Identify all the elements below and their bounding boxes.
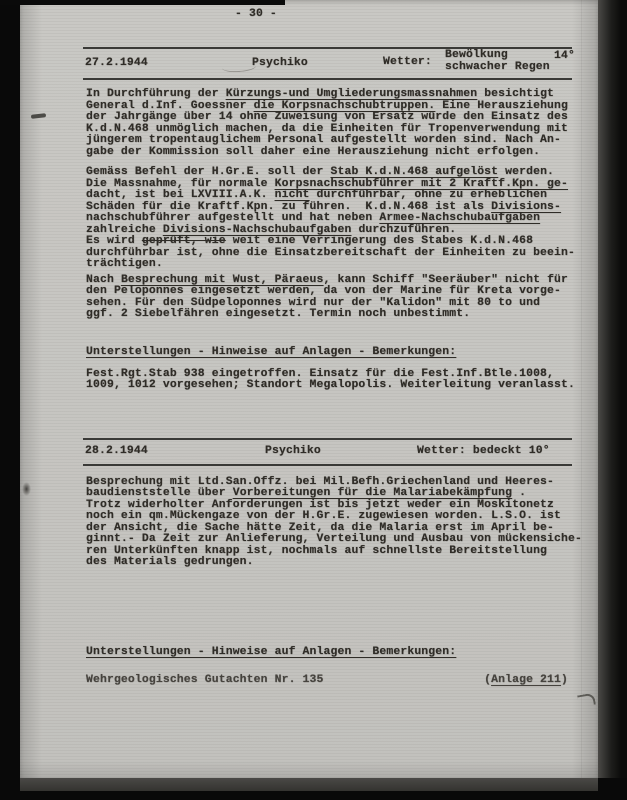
text-segment: Gemäss Befehl der H.Gr.E. soll der — [86, 166, 331, 178]
text-segment: In Durchführung der — [86, 88, 226, 100]
diary-entry — [85, 438, 582, 687]
entry-location: Psychiko — [252, 57, 308, 69]
entry-date: 28.2.1944 — [85, 444, 148, 457]
text-segment: ginnt.- Da Zeit zur Anlieferung, Verteilung und Ausbau von mückensiche- — [86, 533, 582, 545]
text-segment: jüngerem tropentauglichem Personal aufgestellt worden sind. Nach An- — [86, 134, 562, 146]
scan-edge-right — [598, 0, 627, 778]
text-segment: Die Massnahme, für normale — [86, 177, 275, 190]
entry-location: Psychiko — [265, 444, 321, 457]
text-line — [86, 647, 572, 661]
text-segment: Korpsnachschubführer mit 2 Kraftf.Kpn. ge- — [274, 177, 568, 190]
text-segment: Divisions- — [491, 200, 562, 213]
text-segment: durchzuführen. — [351, 223, 457, 236]
text-line — [86, 309, 572, 321]
text-segment: Wehrgeologisches Gutachten Nr. 135 — [86, 673, 324, 686]
temperature-value: 14° — [554, 50, 575, 62]
text-segment: des Materials gedrungen. — [86, 556, 254, 568]
weather-condition: schwacher Regen — [445, 60, 550, 73]
text-segment: . — [512, 487, 527, 499]
scan-edge-bottom — [20, 778, 598, 791]
text-segment: trächtigen. — [86, 258, 163, 270]
text-segment: ren Unterkünften knapp ist, nochmals auf schnellste Bereitstellung — [86, 544, 548, 557]
text-segment: Vorbereitungen für die Malariabekämpfung — [232, 487, 513, 499]
text-segment: ggf. 2 Siebelfähren eingesetzt. Termin noch unbestimmt. — [86, 308, 471, 320]
text-segment: sehen. Für den Südpeloponnes wird nur der "Kalidon" mit 80 to und — [86, 296, 541, 309]
weather-label: Wetter: — [383, 56, 432, 68]
text-segment: der Ansicht, die Sache hätte Zeit, da die Malaria erst im April be- — [86, 521, 555, 534]
section-heading — [86, 347, 572, 361]
scan-smudge — [22, 482, 31, 496]
text-line — [86, 259, 572, 271]
attachment-reference — [484, 675, 568, 687]
text-segment: noch ein qm.Mückengaze von der H.Gr.E. zugewiesen worden. L.S.O. ist — [86, 510, 562, 522]
paragraph — [86, 275, 572, 321]
text-segment: der Jahrgänge über 14 ohne Zuweisung von Ersatz würde den Einsatz des — [86, 111, 568, 123]
text-line — [86, 347, 572, 361]
text-segment: nachschubführer aufgestellt und hat neben — [86, 212, 380, 224]
text-segment: weit eine Verringerung des Stabes K.d.N.468 — [225, 235, 534, 247]
attachment-note — [86, 675, 324, 687]
weather-condition: Bewölkung — [445, 49, 508, 61]
text-segment: nicht — [274, 189, 310, 201]
text-segment: Besprechung mit Ltd.San.Offz. bei Mil.Befh.Griechenland und Heeres- — [86, 475, 555, 488]
text-segment: die Korpsnachschubtruppen. — [253, 99, 436, 112]
text-line — [86, 379, 575, 392]
text-segment: werden. — [498, 166, 555, 178]
text-segment: Schäden für die Kraftf.Kpn. zu führen. K.d.N.468 ist als — [86, 200, 492, 213]
text-segment: durchführbar ist, ohne die Einsatzbereitschaft der Einheiten zu beein- — [86, 246, 575, 259]
page-number: - 30 - — [235, 8, 277, 20]
text-segment: dacht, ist bei LXVIII.A.K. — [86, 189, 275, 201]
paragraph — [86, 367, 575, 392]
text-segment: geprüft, wie — [141, 235, 226, 247]
text-line — [86, 147, 572, 159]
page-content — [20, 0, 598, 778]
text-segment: den Peloponnes eingesetzt werden, da von der Marine für Kreta vorge- — [86, 285, 562, 297]
text-segment: besichtigt — [477, 88, 555, 100]
scan-edge-top — [0, 0, 285, 5]
text-segment: ( — [484, 673, 492, 686]
text-segment: , kann Schiff "Seeräuber" nicht für — [323, 273, 569, 286]
text-segment: zahlreiche — [86, 223, 163, 236]
entry-header-row — [83, 438, 572, 466]
document-page — [20, 0, 598, 778]
text-segment: Armee-Nachschubaufgaben — [379, 212, 541, 224]
text-segment: ) — [561, 673, 568, 686]
text-segment: gabe der Kommission soll daher eine Herausziehung nicht erfolgen. — [86, 145, 541, 158]
text-segment: Anlage 211 — [491, 673, 561, 686]
text-segment: Nach — [86, 273, 121, 286]
text-segment: Stab K.d.N.468 aufgelöst — [330, 166, 499, 178]
diary-entries — [85, 47, 582, 686]
text-segment: Unterstellungen - Hinweise auf Anlagen - Bemerkungen: — [86, 645, 457, 658]
entry-date: 27.2.1944 — [85, 57, 148, 69]
text-segment: Eine Herausziehung — [435, 99, 569, 112]
section-heading — [86, 647, 572, 661]
text-line — [86, 557, 572, 569]
text-segment: K.d.N.468 unmöglich machen, da die Einheiten für Tropenverwendung mit — [86, 122, 568, 135]
attachment-row — [86, 675, 572, 687]
entry-header-row — [83, 47, 575, 80]
text-segment: Fest.Rgt.Stab 938 eingetroffen. Einsatz für die Fest.Inf.Btle.1008, — [86, 367, 555, 380]
text-segment: Divisions-Nachschubaufgaben — [162, 223, 352, 236]
text-segment: Trotz widerholter Anforderungen ist bis jetzt weder ein Moskitonetz — [86, 498, 555, 511]
text-segment: Es wird — [86, 235, 142, 247]
text-segment: baudienststelle über — [86, 487, 233, 499]
text-segment: Besprechung mit Wust, Päraeus — [120, 273, 324, 286]
paragraph — [86, 89, 572, 158]
text-segment: 1009, 1012 vorgesehen; Standort Megalopolis. Weiterleitung veranlasst. — [86, 379, 575, 391]
paragraph — [86, 475, 582, 569]
text-segment: Kürzungs-und Umgliederungsmassnahmen — [225, 88, 478, 100]
text-segment: durchführbar, ohne zu erheblichen — [309, 189, 548, 201]
weather-summary: Wetter: bedeckt 10° — [417, 444, 550, 457]
diary-entry — [85, 47, 575, 392]
paragraph — [86, 166, 575, 271]
text-segment: Unterstellungen - Hinweise auf Anlagen - Bemerkungen: — [86, 345, 457, 358]
text-segment: General d.Inf. Goessner — [86, 99, 254, 112]
